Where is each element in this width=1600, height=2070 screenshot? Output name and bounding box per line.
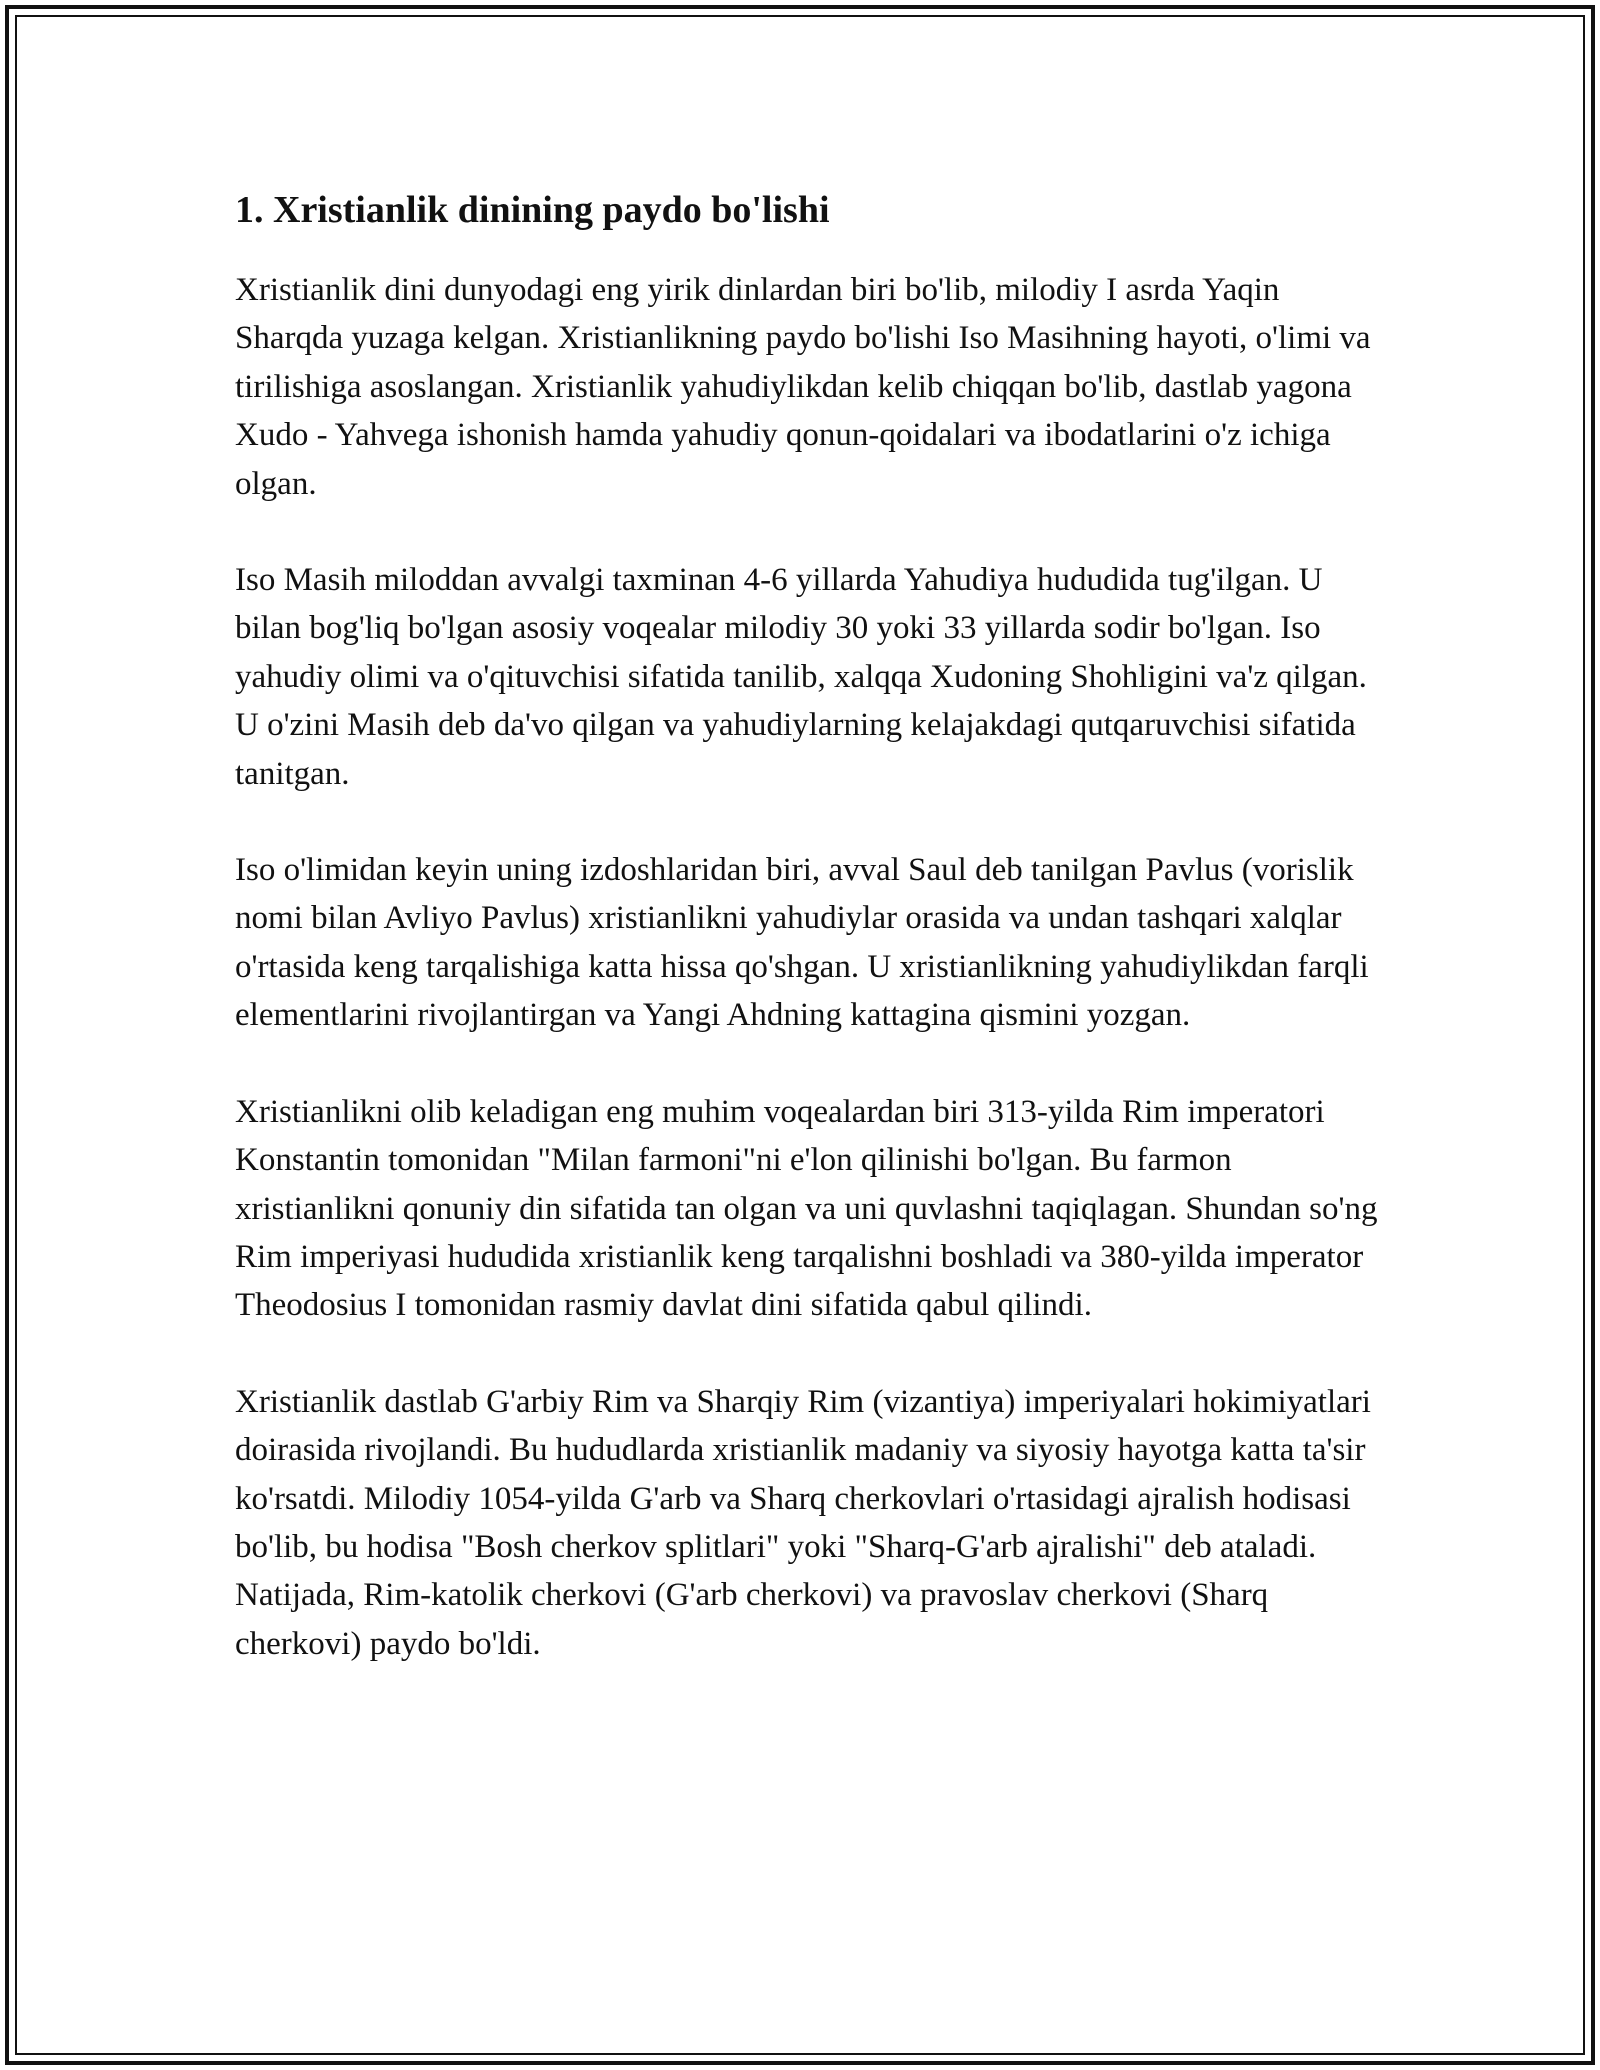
paragraph-2: Iso Masih miloddan avvalgi taxminan 4-6 yillarda Yahudiya hududida tug'ilgan. U bilan bog'liq bo'lgan asosiy voqealar milodiy 30 yoki 33 yillarda sodir bo'lgan. Iso yahudiy olimi va o'qituvchisi sifatida tanilib, xalqqa Xudoning Shohligini va'z qilgan. U o'zini Masih deb da'vo qilgan va yahudiylarning kelajakdagi qutqaruvchisi sifatida tanitgan. (235, 562, 1367, 792)
paragraph-4: Xristianlikni olib keladigan eng muhim voqealardan biri 313-yilda Rim imperatori Konstantin tomonidan "Milan farmoni"ni e'lon qilinishi bo'lgan. Bu farmon xristianlikni qonuniy din sifatida tan olgan va uni quvlashni taqiqlagan. Shundan so'ng Rim imperiyasi hududida xristianlik keng tarqalishni boshladi va 380-yilda imperator Theodosius I tomonidan rasmiy davlat dini sifatida qabul qilindi. (235, 1093, 1378, 1324)
section-title: 1. Xristianlik dinining paydo bo'lishi (235, 189, 830, 231)
paragraph-5: Xristianlik dastlab G'arbiy Rim va Sharqiy Rim (vizantiya) imperiyalari hokimiyatlari doirasida rivojlandi. Bu hududlarda xristianlik madaniy va siyosiy hayotga katta ta'sir ko'rsatdi. Milodiy 1054-yilda G'arb va Sharq cherkovlari o'rtasidagi ajralish hodisasi bo'lib, bu hodisa "Bosh cherkov splitlari" yoki "Sharq-G'arb ajralishi" deb ataladi. Natijada, Rim-katolik cherkovi (G'arb cherkovi) va pravoslav cherkovi (Sharq cherkovi) paydo bo'ldi. (235, 1383, 1371, 1662)
document-page (235, 186, 1380, 1716)
paragraph-3: Iso o'limidan keyin uning izdoshlaridan biri, avval Saul deb tanilgan Pavlus (vorislik nomi bilan Avliyo Pavlus) xristianlikni yahudiylar orasida va undan tashqari xalqlar o'rtasida keng tarqalishiga katta hissa qo'shgan. U xristianlikning yahudiylikdan farqli elementlarini rivojlantirgan va Yangi Ahdning kattagina qismini yozgan. (235, 852, 1369, 1034)
paragraph-1: Xristianlik dini dunyodagi eng yirik dinlardan biri bo'lib, milodiy I asrda Yaqin Sharqda yuzaga kelgan. Xristianlikning paydo bo'lishi Iso Masihning hayoti, o'limi va tirilishiga asoslangan. Xristianlik yahudiylikdan kelib chiqqan bo'lib, dastlab yagona Xudo - Yahvega ishonish hamda yahudiy qonun-qoidalari va ibodatlarini o'z ichiga olgan. (235, 272, 1371, 502)
